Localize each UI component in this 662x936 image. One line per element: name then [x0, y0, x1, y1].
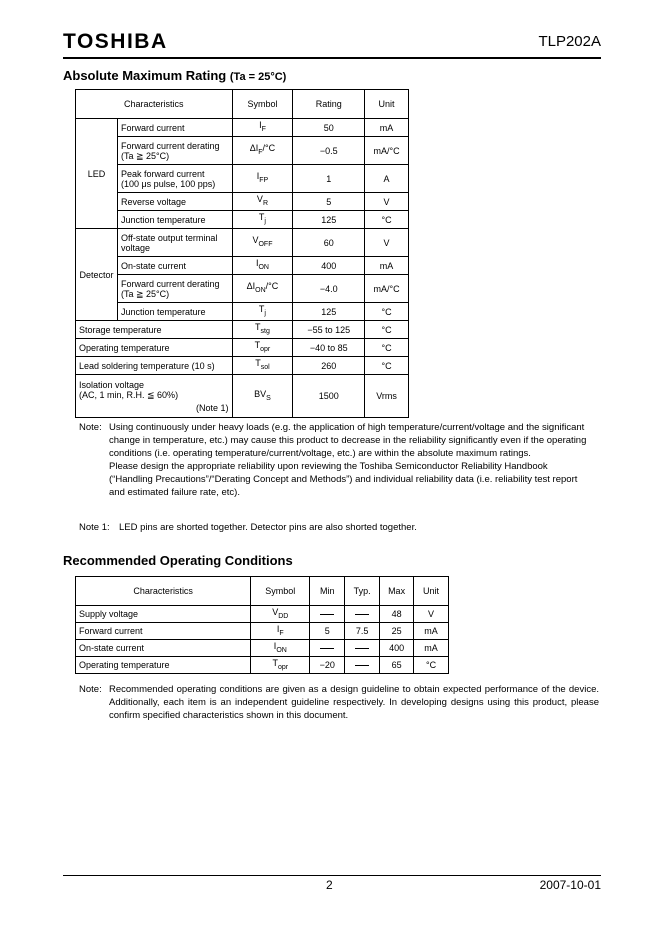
col-header: Typ. [345, 577, 380, 606]
table-row [76, 193, 409, 211]
note-1 [79, 521, 593, 535]
max-cell: 48 [380, 606, 414, 623]
unit-cell: °C [365, 321, 409, 339]
col-header: Characteristics [76, 90, 233, 119]
symbol-subscript: j [264, 309, 266, 317]
characteristic-cell: On-state current [76, 640, 251, 657]
characteristic-line-2: (100 μs pulse, 100 pps) [120, 178, 216, 189]
unit-cell: V [414, 606, 449, 623]
symbol-subscript: ON [255, 286, 266, 294]
characteristic-line-1: Off-state output terminal [120, 232, 218, 243]
symbol-cell [232, 165, 293, 193]
table-row [76, 640, 449, 657]
col-header: Rating [293, 90, 365, 119]
symbol-base: I [273, 640, 277, 651]
symbol-cell [232, 211, 293, 229]
symbol-base: V [272, 606, 279, 617]
characteristic-line-1: Forward current [120, 122, 185, 133]
symbol-cell [251, 657, 310, 674]
rating-cell: −55 to 125 [293, 321, 365, 339]
note-heavy-loads [79, 421, 593, 516]
note1-text: LED pins are shorted together. Detector pins are also shorted together. [119, 522, 417, 533]
rating-cell: 125 [293, 303, 365, 321]
table-row [76, 211, 409, 229]
group-label-detector: Detector [76, 229, 118, 321]
symbol-cell [232, 275, 293, 303]
symbol-subscript: sol [260, 363, 270, 371]
table-row [76, 257, 409, 275]
min-cell: 5 [310, 623, 345, 640]
rating-cell: −0.5 [293, 137, 365, 165]
symbol-base: T [258, 304, 265, 315]
characteristic-cell [117, 137, 232, 165]
characteristic-line-1: Forward current derating [120, 278, 220, 289]
dash-mark [355, 648, 369, 649]
unit-cell: V [365, 193, 409, 211]
symbol-base: T [272, 657, 278, 668]
symbol-base: T [255, 358, 261, 369]
characteristic-line-2: voltage [120, 242, 151, 253]
characteristic-line-1: Junction temperature [120, 306, 206, 317]
page-number: 2 [326, 878, 333, 892]
unit-cell: °C [365, 303, 409, 321]
col-header: Symbol [251, 577, 310, 606]
isolation-line-1: Isolation voltage [79, 379, 145, 390]
unit-cell: mA/°C [365, 275, 409, 303]
symbol-cell [232, 339, 293, 357]
characteristic-cell [117, 165, 232, 193]
unit-cell: mA [365, 119, 409, 137]
dash-mark [355, 614, 369, 615]
typ-cell [345, 606, 380, 623]
rating-cell: −40 to 85 [293, 339, 365, 357]
col-header: Characteristics [76, 577, 251, 606]
symbol-cell [251, 606, 310, 623]
unit-cell: mA/°C [365, 137, 409, 165]
unit-cell: mA [414, 640, 449, 657]
section-title-recommended: Recommended Operating Conditions [63, 553, 293, 568]
symbol-base: I [256, 171, 260, 182]
col-header: Max [380, 577, 414, 606]
characteristic-cell [117, 211, 232, 229]
symbol-base: V [256, 194, 263, 205]
symbol-subscript: S [266, 394, 271, 402]
symbol-subscript: FP [259, 176, 269, 184]
symbol-subscript: F [258, 148, 263, 156]
symbol-suffix: /°C [265, 281, 279, 292]
symbol-cell [232, 137, 293, 165]
symbol-base: I [259, 120, 262, 131]
characteristic-line-1: Peak forward current [120, 168, 205, 179]
min-cell: −20 [310, 657, 345, 674]
note-recommended [79, 683, 599, 723]
rating-cell: 1500 [293, 375, 365, 418]
dash-mark [320, 614, 334, 615]
unit-cell: V [365, 229, 409, 257]
symbol-subscript: opr [260, 345, 271, 353]
table-row [76, 275, 409, 303]
characteristic-cell: Forward current [76, 623, 251, 640]
symbol-cell [232, 119, 293, 137]
typ-cell [345, 657, 380, 674]
symbol-base: T [254, 340, 261, 351]
table-row [76, 606, 449, 623]
symbol-cell [232, 229, 293, 257]
dash-mark [320, 648, 334, 649]
note-reference: (Note 1) [196, 402, 229, 413]
symbol-subscript: ON [258, 263, 269, 271]
table-row-isolation [76, 375, 409, 418]
characteristic-cell [117, 303, 232, 321]
unit-cell: mA [414, 623, 449, 640]
rating-cell: 400 [293, 257, 365, 275]
symbol-base: I [276, 623, 280, 634]
typ-cell [345, 640, 380, 657]
rating-cell: 125 [293, 211, 365, 229]
symbol-subscript: R [262, 199, 268, 207]
symbol-base: I [255, 258, 259, 269]
symbol-subscript: stg [260, 327, 270, 335]
symbol-base: BV [254, 388, 267, 399]
symbol-cell [251, 640, 310, 657]
note-paragraph-1: Using continuously under heavy loads (e.g. the application of high temperature/current/voltage and the significant change in temperature, etc.) may cause this product to decrease in the reliability significantly even if the operating conditions (i.e. operating temperature/current/voltage, etc.) are within the absolute maximum ratings. [109, 422, 587, 459]
max-cell: 400 [380, 640, 414, 657]
absolute-maximum-table [75, 89, 409, 418]
symbol-cell [232, 321, 293, 339]
table-row [76, 623, 449, 640]
symbol-subscript: OFF [258, 240, 273, 248]
dash-mark [355, 665, 369, 666]
rating-cell: 260 [293, 357, 365, 375]
rating-cell: 50 [293, 119, 365, 137]
symbol-subscript: j [264, 217, 266, 225]
footer-rule [63, 875, 601, 876]
note-label: Note: [79, 422, 102, 433]
table-row [76, 165, 409, 193]
characteristic-cell: Storage temperature [76, 321, 233, 339]
col-header: Symbol [232, 90, 293, 119]
note-paragraph-2: Please design the appropriate reliability upon reviewing the Toshiba Semiconductor Reliability Handbook (“Handling Precautions”/“Derating Concept and Methods”) and individual reliability data (i.e. reliability test report and estimated failure rate, etc). [109, 461, 578, 498]
characteristic-line-1: Reverse voltage [120, 196, 187, 207]
part-number: TLP202A [538, 33, 601, 50]
characteristic-line-2: (Ta ≧ 25°C) [120, 288, 170, 299]
max-cell: 65 [380, 657, 414, 674]
table-row [76, 137, 409, 165]
unit-cell: °C [365, 357, 409, 375]
note-label: Note: [79, 684, 102, 695]
symbol-subscript: F [261, 125, 266, 133]
unit-cell: Vrms [365, 375, 409, 418]
section-title-absolute-maximum [63, 68, 286, 85]
section-title-text: Absolute Maximum Rating [63, 68, 227, 83]
unit-cell: °C [365, 211, 409, 229]
symbol-cell [232, 257, 293, 275]
characteristic-line-2: (Ta ≧ 25°C) [120, 150, 170, 161]
unit-cell: °C [365, 339, 409, 357]
unit-cell: °C [414, 657, 449, 674]
symbol-subscript: opr [278, 663, 289, 671]
section-condition: (Ta = 25°C) [229, 71, 287, 83]
symbol-base: ΔI [246, 281, 256, 292]
isolation-line-2: (AC, 1 min, R.H. ≦ 60%) [79, 389, 179, 400]
symbol-cell [232, 303, 293, 321]
table-row [76, 321, 409, 339]
symbol-subscript: F [279, 629, 284, 637]
table-row [76, 339, 409, 357]
symbol-base: T [258, 212, 265, 223]
characteristic-cell [76, 375, 233, 418]
rating-cell: −4.0 [293, 275, 365, 303]
unit-cell: mA [365, 257, 409, 275]
characteristic-cell: Operating temperature [76, 339, 233, 357]
header-rule [63, 57, 601, 59]
rating-cell: 1 [293, 165, 365, 193]
group-label-led: LED [76, 119, 118, 229]
symbol-base: T [255, 322, 261, 333]
characteristic-cell [117, 275, 232, 303]
symbol-subscript: DD [278, 612, 289, 620]
note-text: Recommended operating conditions are given as a design guideline to obtain expected performance of the device. Additionally, each item is an independent guideline respectively. In developing designs using this product, please confirm specified characteristics shown in this document. [109, 684, 599, 721]
table-row [76, 357, 409, 375]
characteristic-cell: Operating temperature [76, 657, 251, 674]
table-row [76, 657, 449, 674]
symbol-cell [232, 193, 293, 211]
characteristic-line-1: Junction temperature [120, 214, 206, 225]
symbol-cell [232, 357, 293, 375]
table-header-row [76, 577, 449, 606]
characteristic-cell: Supply voltage [76, 606, 251, 623]
min-cell [310, 606, 345, 623]
col-header: Unit [414, 577, 449, 606]
min-cell [310, 640, 345, 657]
table-header-row [76, 90, 409, 119]
characteristic-cell [117, 229, 232, 257]
table-row [76, 119, 409, 137]
note-text [109, 421, 593, 499]
characteristic-cell: Lead soldering temperature (10 s) [76, 357, 233, 375]
toshiba-logo: TOSHIBA [63, 30, 168, 53]
table-row [76, 229, 409, 257]
table-row [76, 303, 409, 321]
document-date: 2007-10-01 [539, 878, 601, 892]
rating-cell: 60 [293, 229, 365, 257]
characteristic-line-1: On-state current [120, 260, 187, 271]
symbol-base: ΔI [249, 143, 259, 154]
symbol-cell [232, 375, 293, 418]
symbol-subscript: ON [276, 646, 287, 654]
col-header: Min [310, 577, 345, 606]
unit-cell: A [365, 165, 409, 193]
symbol-suffix: /°C [262, 143, 276, 154]
characteristic-line-1: Forward current derating [120, 140, 220, 151]
characteristic-cell [117, 257, 232, 275]
typ-cell: 7.5 [345, 623, 380, 640]
rating-cell: 5 [293, 193, 365, 211]
symbol-cell [251, 623, 310, 640]
note1-label: Note 1: [79, 522, 110, 533]
characteristic-cell [117, 193, 232, 211]
col-header: Unit [365, 90, 409, 119]
max-cell: 25 [380, 623, 414, 640]
symbol-base: V [252, 235, 259, 246]
characteristic-cell [117, 119, 232, 137]
recommended-conditions-table [75, 576, 449, 674]
